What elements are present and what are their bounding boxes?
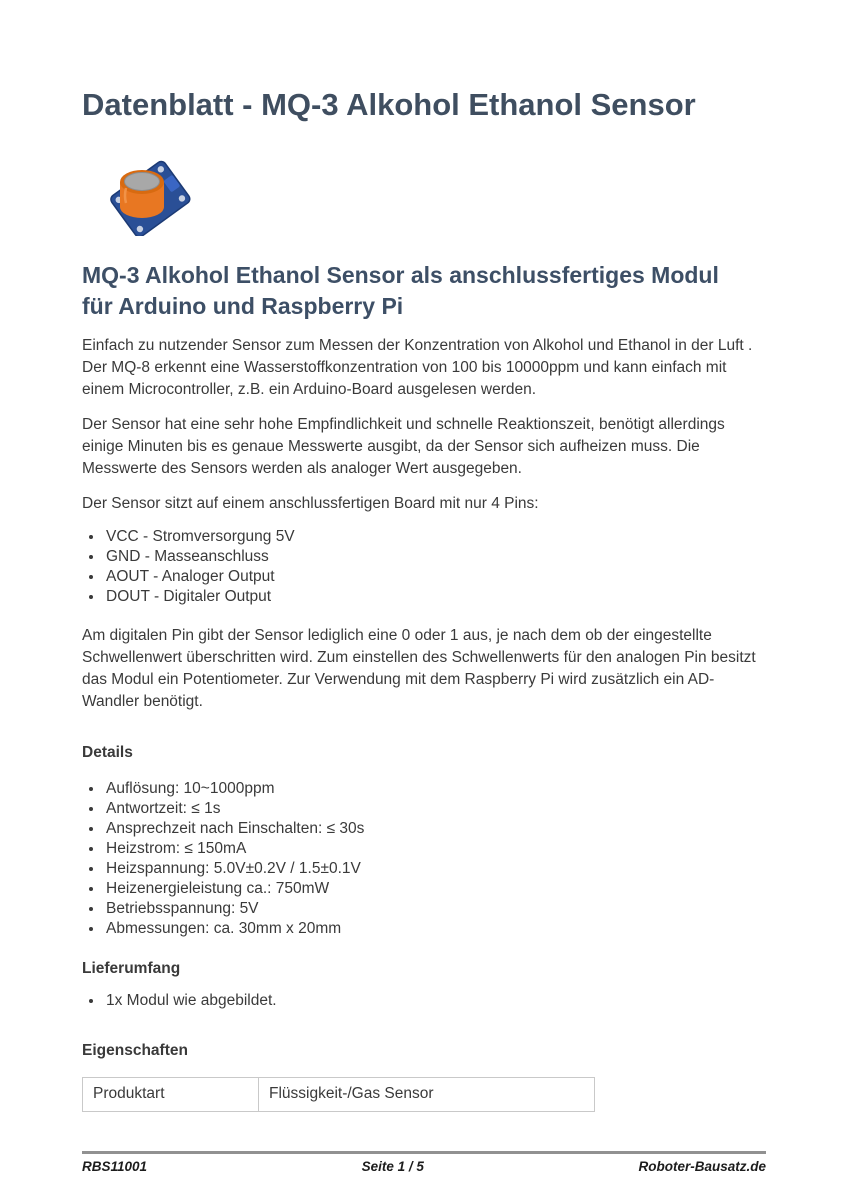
footer-row [82, 1159, 766, 1174]
section-heading-eigenschaften: Eigenschaften [82, 1042, 188, 1059]
footer-site-name: Roboter-Bausatz.de [638, 1159, 766, 1174]
page-footer [82, 1151, 766, 1174]
footer-rule [82, 1151, 766, 1154]
properties-table [82, 1077, 595, 1112]
pin-list-item-aout: • AOUT - Analoger Output [104, 567, 766, 587]
section-heading-details: Details [82, 744, 133, 761]
page-title: Datenblatt - MQ-3 Alkohol Ethanol Sensor [82, 87, 696, 122]
product-photo [100, 148, 206, 236]
pin-list-item-dout: • DOUT - Digitaler Output [104, 587, 766, 607]
spec-item-heater-power: • Heizenergieleistung ca.: 750mW [104, 879, 766, 899]
spec-item-heater-voltage: • Heizspannung: 5.0V±0.2V / 1.5±0.1V [104, 859, 766, 879]
details-spec-list [82, 779, 766, 939]
spec-item-heater-current: • Heizstrom: ≤ 150mA [104, 839, 766, 859]
spec-item-response-time: • Antwortzeit: ≤ 1s [104, 799, 766, 819]
pin-list [82, 527, 766, 607]
intro-paragraph-3: Der Sensor sitzt auf einem anschlussfertigen Board mit nur 4 Pins: [82, 495, 539, 512]
lieferumfang-item: • 1x Modul wie abgebildet. [104, 991, 766, 1011]
spec-item-dimensions: • Abmessungen: ca. 30mm x 20mm [104, 919, 766, 939]
footer-page-indicator: Seite 1 / 5 [361, 1159, 424, 1174]
pin-list-item-gnd: • GND - Masseanschluss [104, 547, 766, 567]
section-heading-lieferumfang: Lieferumfang [82, 960, 181, 977]
spec-item-operating-voltage: • Betriebsspannung: 5V [104, 899, 766, 919]
threshold-paragraph: Am digitalen Pin gibt der Sensor lediglich eine 0 oder 1 aus, je nach dem ob der eingestellte Schwellenwert überschritten wird. Zum einstellen des Schwellenwerts für den analogen Pin besitzt das Modul ein Potentiometer. Zur Verwendung mit dem Raspberry Pi wird zusätzlich ein AD-Wandler benötigt. [82, 627, 756, 710]
footer-article-number: RBS11001 [82, 1159, 148, 1174]
intro-paragraph-2: Der Sensor hat eine sehr hohe Empfindlichkeit und schnelle Reaktionszeit, benötigt allerdings einige Minuten bis es genaue Messwerte ausgibt, da der Sensor sich aufheizen muss. Die Messwerte des Sensors werden als analoger Wert ausgegeben. [82, 416, 725, 477]
spec-item-resolution: • Auflösung: 10~1000ppm [104, 779, 766, 799]
table-cell-produktart-label: Produktart [83, 1078, 259, 1112]
spec-item-startup-time: • Ansprechzeit nach Einschalten: ≤ 30s [104, 819, 766, 839]
intro-paragraph-1: Einfach zu nutzender Sensor zum Messen der Konzentration von Alkohol und Ethanol in der Luft . Der MQ-8 erkennt eine Wasserstoffkonzentration von 100 bis 10000ppm und kann einfach mit einem Microcontroller, z.B. ein Arduino-Board ausgelesen werden. [82, 337, 753, 398]
lieferumfang-list [82, 991, 766, 1011]
product-subtitle: MQ-3 Alkohol Ethanol Sensor als anschlussfertiges Modul für Arduino und Raspberry Pi [82, 262, 719, 319]
pin-list-item-vcc: • VCC - Stromversorgung 5V [104, 527, 766, 547]
table-row [83, 1078, 595, 1112]
table-cell-produktart-value: Flüssigkeit-/Gas Sensor [259, 1078, 595, 1112]
